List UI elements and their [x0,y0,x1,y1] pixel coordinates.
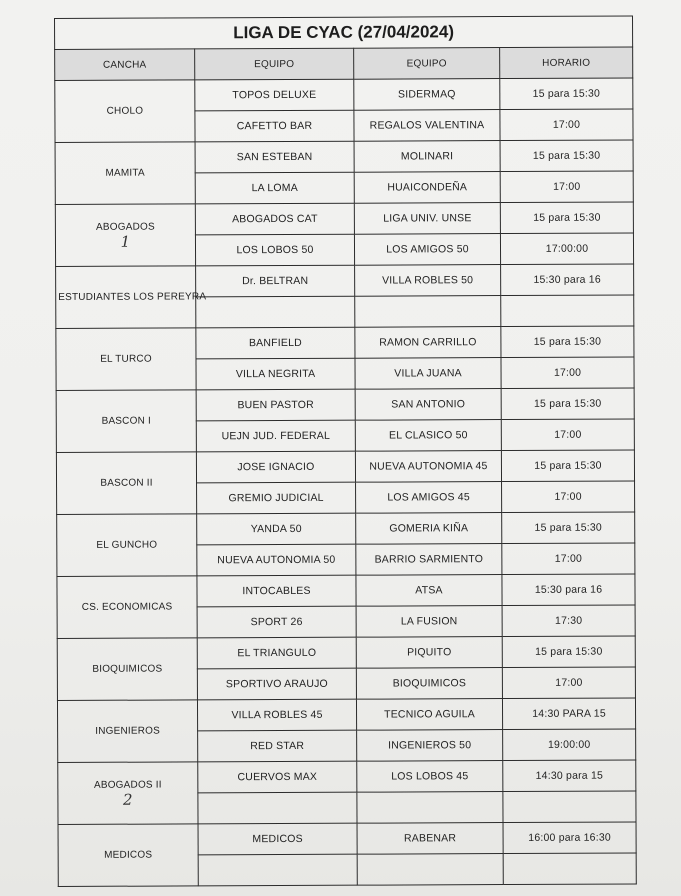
time-cell: 15 para 15:30 [502,512,635,544]
team-1-cell: INTOCABLES [197,575,356,607]
venue-cell [56,390,196,453]
team-2-cell: INGENIEROS 50 [357,730,503,762]
time-cell: 15:30 para 16 [501,264,634,296]
team-1-cell: NUEVA AUTONOMIA 50 [197,544,356,576]
header-equipo-2: EQUIPO [354,48,500,80]
team-1-cell: ABOGADOS CAT [195,203,354,235]
match-row [58,822,636,856]
fixture-table-body [55,16,637,887]
team-1-cell: VILLA ROBLES 45 [197,699,356,731]
header-cancha: CANCHA [55,49,195,81]
venue-cell [56,452,196,515]
time-cell: 17:00 [500,171,633,203]
match-row [56,388,634,422]
match-row [58,760,636,794]
team-2-cell: PIQUITO [356,637,502,669]
team-1-cell: JOSE IGNACIO [196,451,355,483]
title-row [55,16,633,50]
team-2-cell: RAMON CARRILLO [355,327,501,359]
match-row [55,78,633,112]
venue-cell [57,514,197,577]
venue-cell [57,638,197,701]
handwritten-mark: 2 [122,790,133,809]
venue-name: CHOLO [106,105,144,117]
time-cell: 15:30 para 16 [502,574,635,606]
venue-name: ABOGADOS II [93,779,162,791]
time-cell: 15 para 15:30 [502,636,635,668]
time-cell: 19:00:00 [503,729,636,761]
match-row [57,574,635,608]
team-2-cell: VILLA JUANA [355,358,501,390]
venue-name: CS. ECONOMICAS [81,601,173,613]
match-row [57,636,635,670]
venue-name: BASCON I [101,415,151,427]
venue-name: MEDICOS [104,849,153,861]
time-cell: 17:00:00 [500,233,633,265]
team-1-cell: Dr. BELTRAN [196,265,355,297]
time-cell: 15 para 15:30 [501,388,634,420]
team-1-cell: RED STAR [198,730,357,762]
fixture-table [54,15,637,887]
team-1-cell: BUEN PASTOR [196,389,355,421]
team-2-cell: MOLINARI [354,141,500,173]
match-row [56,326,634,360]
team-1-cell: UEJN JUD. FEDERAL [196,420,355,452]
venue-cell [55,142,195,205]
match-row [55,140,633,174]
match-row [56,450,634,484]
time-cell: 17:30 [502,605,635,637]
team-1-cell: SPORTIVO ARAUJO [197,668,356,700]
team-1-cell: SAN ESTEBAN [195,141,354,173]
team-2-cell: BARRIO SARMIENTO [356,544,502,576]
team-1-cell: SPORT 26 [197,606,356,638]
team-2-cell: NUEVA AUTONOMIA 45 [355,451,501,483]
venue-cell [56,328,196,391]
venue-name: BIOQUIMICOS [92,663,163,675]
handwritten-mark: 1 [120,232,131,251]
time-cell: 17:00 [502,481,635,513]
team-1-cell: LOS LOBOS 50 [195,234,354,266]
team-1-cell: MEDICOS [198,823,357,855]
time-cell: 17:00 [502,543,635,575]
team-1-cell: BANFIELD [196,327,355,359]
match-row [55,202,633,236]
venue-name: EL GUNCHO [96,539,158,551]
team-1-cell: GREMIO JUDICIAL [197,482,356,514]
venue-cell [58,824,198,887]
document-title: LIGA DE CYAC (27/04/2024) [55,16,633,50]
time-cell: 14:30 PARA 15 [502,698,635,730]
team-2-cell: LOS LOBOS 45 [357,761,503,793]
time-cell: 14:30 para 15 [503,760,636,792]
venue-cell [57,576,197,639]
time-cell [503,791,636,823]
venue-cell [55,204,195,267]
team-1-cell: YANDA 50 [197,513,356,545]
venue-name: EL TURCO [100,353,152,365]
match-row [57,698,635,732]
team-2-cell: RABENAR [357,823,503,855]
team-2-cell [355,296,501,328]
time-cell: 15 para 15:30 [500,140,633,172]
team-2-cell [357,854,503,886]
time-cell: 16:00 para 16:30 [503,822,636,854]
venue-cell [56,266,207,329]
header-row [55,47,633,81]
time-cell: 17:00 [501,357,634,389]
team-1-cell [198,792,357,824]
venue-name: ESTUDIANTES LOS PEREYRA [58,291,207,303]
team-2-cell: TECNICO AGUILA [356,699,502,731]
header-equipo-1: EQUIPO [195,48,354,80]
venue-name: BASCON II [100,477,153,489]
team-1-cell [198,854,357,886]
time-cell: 15 para 15:30 [501,326,634,358]
team-1-cell: EL TRIANGULO [197,637,356,669]
venue-name: ABOGADOS [95,221,155,233]
venue-name: INGENIEROS [95,725,161,737]
team-1-cell: VILLA NEGRITA [196,358,355,390]
team-2-cell: LIGA UNIV. UNSE [354,203,500,235]
time-cell: 17:00 [501,419,634,451]
time-cell: 15 para 15:30 [500,202,633,234]
team-1-cell [196,296,355,328]
team-1-cell: TOPOS DELUXE [195,79,354,111]
match-row [56,264,634,298]
venue-cell [57,700,197,763]
team-2-cell: HUAICONDEÑA [354,172,500,204]
time-cell: 15 para 15:30 [500,78,633,110]
team-2-cell: REGALOS VALENTINA [354,110,500,142]
team-2-cell: VILLA ROBLES 50 [355,265,501,297]
team-2-cell: GOMERIA KIÑA [356,513,502,545]
venue-name: MAMITA [105,167,145,179]
team-2-cell: SAN ANTONIO [355,389,501,421]
team-2-cell: LOS AMIGOS 45 [356,482,502,514]
header-horario: HORARIO [500,47,633,79]
time-cell: 15 para 15:30 [501,450,634,482]
team-2-cell: EL CLASICO 50 [355,420,501,452]
team-2-cell: BIOQUIMICOS [356,668,502,700]
team-2-cell: LOS AMIGOS 50 [354,234,500,266]
time-cell [501,295,634,327]
team-1-cell: LA LOMA [195,172,354,204]
time-cell: 17:00 [500,109,633,141]
fixture-table-wrapper [54,15,636,874]
venue-cell [58,762,198,825]
team-1-cell: CAFETTO BAR [195,110,354,142]
team-2-cell: SIDERMAQ [354,79,500,111]
match-row [57,512,635,546]
venue-cell [55,80,195,143]
team-2-cell [357,792,503,824]
team-1-cell: CUERVOS MAX [198,761,357,793]
team-2-cell: ATSA [356,575,502,607]
time-cell [503,853,636,885]
time-cell: 17:00 [502,667,635,699]
team-2-cell: LA FUSION [356,606,502,638]
